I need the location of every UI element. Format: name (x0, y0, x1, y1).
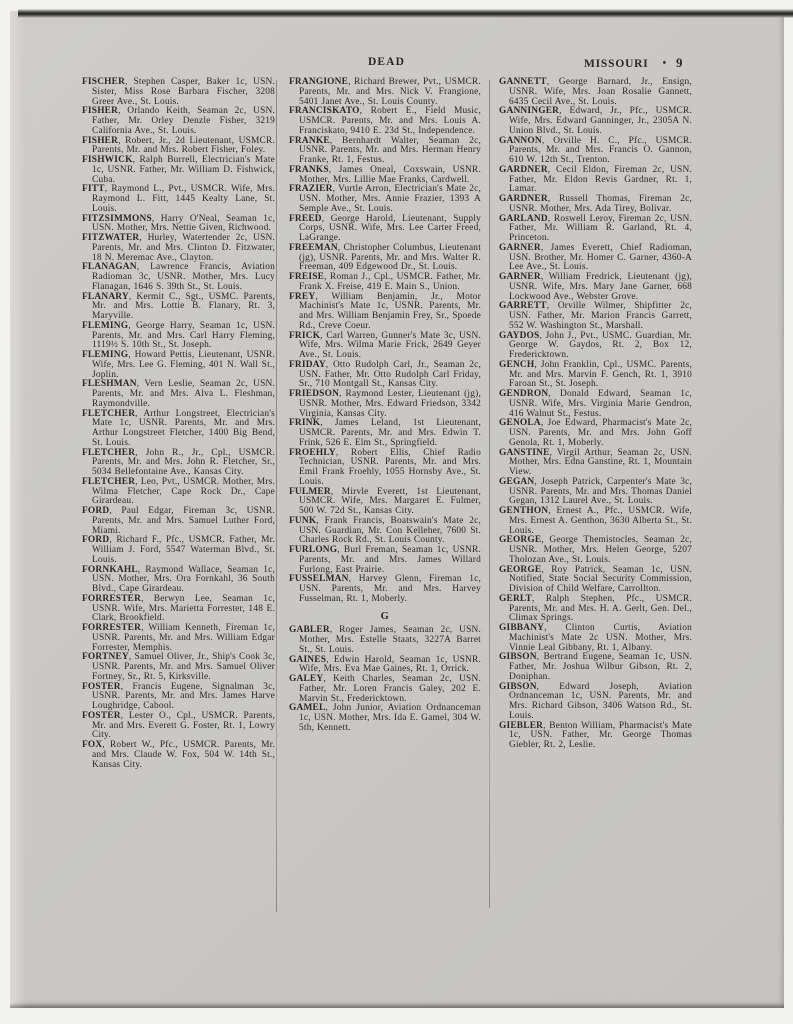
casualty-entry: FRAZIER, Vurtle Arron, Electrician's Mate 2c, USN. Mother, Mrs. Annie Frazier, 1393 A Semple Ave., St. Louis. (289, 184, 481, 214)
bullet-icon: • (662, 58, 668, 69)
page-number: 9 (676, 56, 683, 70)
entry-surname: FORD (82, 535, 110, 546)
entry-surname: GEORGE (499, 564, 542, 575)
casualty-entry: FRANKS, James Oneal, Coxswain, USNR. Mother, Mrs. Lillie Mae Franks, Cardwell. (289, 164, 481, 185)
entry-surname: GIEBLER (499, 720, 544, 731)
entry-surname: FLANARY (82, 291, 129, 302)
entry-surname: FORTNEY (82, 652, 129, 663)
entry-surname: GENOLA (499, 418, 541, 429)
entry-surname: GENCH (499, 359, 535, 370)
casualty-entry: FRANKE, Bernhardt Walter, Seaman 2c, USNR. Parents, Mr. and Mrs. Herman Henry Franke, Rt. 1, Festus. (289, 135, 481, 165)
casualty-entry: FORRESTER, William Kenneth, Fireman 1c, USNR. Parents, Mr. and Mrs. William Edgar Forrester, Memphis. (82, 623, 275, 653)
entry-surname: FREED (289, 213, 322, 224)
casualty-entry: FREY, William Benjamin, Jr., Motor Machinist's Mate 1c, USNR. Parents, Mr. and Mrs. William Benjamin Frey, Sr., Spoede Rd., Creve Coeur. (289, 291, 481, 331)
casualty-entry: GENDRON, Donald Edward, Seaman 1c, USNR. Wife, Mrs. Virginia Marie Gendron, 416 Walnut St., Festus. (499, 389, 692, 419)
entry-surname: FUNK (289, 515, 317, 526)
entry-surname: GIBSON (499, 652, 537, 663)
entry-surname: FLESHMAN (82, 379, 137, 390)
casualty-entry: FLEMING, George Harry, Seaman 1c, USN. Parents, Mr. and Mrs. Carl Harry Fleming, 1119½ S. 10th St., St. Joseph. (82, 320, 275, 351)
casualty-entry: FRANCISKATO, Robert E., Field Music, USMCR. Parents, Mr. and Mrs. Louis A. Franciskato, 9410 E. 23d St., Independence. (289, 106, 481, 136)
entry-surname: FISHER (82, 135, 119, 146)
casualty-entry: GENTHON, Ernest A., Pfc., USMCR. Wife, Mrs. Ernest A. Genthon, 3630 Alberta St., St. Louis. (499, 506, 692, 536)
casualty-entry: FISHER, Orlando Keith, Seaman 2c, USN. Father, Mr. Orley Denzle Fisher, 3219 California Ave., St. Louis. (82, 106, 275, 136)
running-head-state-page (584, 56, 682, 71)
column-1 (82, 78, 275, 770)
casualty-entry: FRICK, Carl Warren, Gunner's Mate 3c, USN. Wife, Mrs. Wilma Marie Frick, 2649 Geyer Ave., St. Louis. (289, 330, 481, 360)
casualty-entry: FISCHER, Stephen Casper, Baker 1c, USN. Sister, Miss Rose Barbara Fischer, 3208 Greer Ave., St. Louis. (82, 77, 275, 107)
entry-surname: GENTHON (499, 506, 549, 516)
casualty-entry: FULMER, Mirvle Everett, 1st Lieutenant, USMCR. Wife, Mrs. Margaret E. Fulmer, 500 W. 72d St., Kansas City. (289, 486, 481, 516)
casualty-entry: FLEMING, Howard Pettis, Lieutenant, USNR. Wife, Mrs. Lee G. Fleming, 401 N. Wall St., Joplin. (82, 350, 275, 380)
casualty-entry: GIBSON, Bertrand Eugene, Seaman 1c, USN. Father, Mr. Joshua Wilbur Gibson, Rt. 2, Doniphan. (499, 652, 692, 682)
casualty-entry: FORD, Richard F., Pfc., USMCR. Father, Mr. William J. Ford, 5547 Waterman Blvd., St. Louis. (82, 535, 275, 565)
casualty-entry: GANNON, Orville H. C., Pfc., USMCR. Parents, Mr. and Mrs. Francis O. Gannon, 610 W. 12th St., Trenton. (499, 135, 692, 165)
entry-surname: GEGAN (499, 476, 535, 487)
casualty-entry: GIEBLER, Benton William, Pharmacist's Mate 1c, USN. Father, Mr. George Thomas Giebler, Rt. 2, Leslie. (499, 720, 692, 750)
casualty-entry: FRIEDSON, Raymond Lester, Lieutenant (jg), USNR. Mother, Mrs. Edward Friedson, 3342 Virginia, Kansas City. (289, 389, 481, 419)
casualty-entry: FLESHMAN, Vern Leslie, Seaman 2c, USN. Parents, Mr. and Mrs. Alva L. Fleshman, Raymondville. (82, 379, 275, 409)
column-3 (499, 78, 692, 751)
entry-surname: FLETCHER (82, 408, 136, 419)
entry-surname: GANNON (499, 135, 542, 146)
casualty-entry: FISHWICK, Ralph Burrell, Electrician's Mate 1c, USNR. Father, Mr. William D. Fishwick, Cuba. (82, 155, 275, 185)
entry-surname: FRIDAY (289, 359, 326, 370)
casualty-entry: GERLT, Ralph Stephen, Pfc., USMCR. Parents, Mr. and Mrs. H. A. Gerlt, Gen. Del., Climax Springs. (499, 593, 692, 624)
casualty-entry: GABLER, Roger James, Seaman 2c, USN. Mother, Mrs. Estelle Staats, 3227A Barret St., St. Louis. (289, 625, 481, 655)
entry-surname: FULMER (289, 486, 331, 497)
entry-surname: GAMEL (289, 703, 326, 714)
entry-surname: FRANGIONE (289, 77, 349, 87)
entry-surname: FORRESTER (82, 593, 142, 604)
entry-surname: GALEY (289, 674, 324, 684)
entry-surname: GAYDOS (499, 330, 540, 341)
page-top-edge (18, 9, 793, 18)
entry-surname: GARDNER (499, 164, 548, 175)
casualty-entry: FLANAGAN, Lawrence Francis, Aviation Radioman 3c, USNR. Mother, Mrs. Lucy Flanagan, 1646 S. 39th St., St. Louis. (82, 262, 275, 292)
entry-surname: GARNER (499, 242, 541, 253)
entry-surname: FITT (82, 184, 105, 195)
column-divider (489, 80, 490, 908)
entry-surname: FRICK (289, 330, 321, 341)
casualty-entry: FRINK, James Leland, 1st Lieutenant, USMCR. Parents, Mr. and Mrs. Edwin T. Frink, 526 E. Elm St., Springfield. (289, 418, 481, 448)
entry-surname: FLEMING (82, 320, 129, 331)
entry-surname: FLETCHER (82, 476, 136, 487)
entry-surname: GANNINGER (499, 106, 560, 117)
running-head-section-title (368, 56, 405, 68)
entry-surname: FITZSIMMONS (82, 213, 152, 224)
casualty-entry: GEGAN, Joseph Patrick, Carpenter's Mate 3c, USNR. Parents, Mr. and Mrs. Thomas Daniel Gegan, 1312 Laurel Ave., St. Louis. (499, 476, 692, 507)
entry-surname: FREEMAN (289, 242, 338, 253)
casualty-entry: FLETCHER, Arthur Longstreet, Electrician's Mate 1c, USNR. Parents, Mr. and Mrs. Arthur Longstreet Fletcher, 1400 Big Bend, St. Louis. (82, 408, 275, 448)
section-heading: G (380, 610, 390, 622)
casualty-entry: FREED, George Harold, Lieutenant, Supply Corps, USNR. Wife, Mrs. Lee Carter Freed, LaGrange. (289, 213, 481, 243)
casualty-entry: FORD, Paul Edgar, Fireman 3c, USNR. Parents, Mr. and Mrs. Samuel Luther Ford, Miami. (82, 506, 275, 536)
entry-surname: FRAZIER (289, 184, 333, 195)
entry-surname: GAINES (289, 654, 327, 665)
casualty-entry: FOSTER, Lester O., Cpl., USMCR. Parents, Mr. and Mrs. Everett G. Foster, Rt. 1, Lowry City. (82, 710, 275, 741)
entry-surname: GENDRON (499, 389, 549, 399)
entry-surname: GARLAND (499, 213, 548, 224)
casualty-entry: GEORGE, George Themistocles, Seaman 2c, USNR. Mother, Mrs. Helen George, 5207 Tholozan Ave., St. Louis. (499, 535, 692, 565)
entry-surname: FRINK (289, 418, 321, 429)
casualty-entry: GENCH, John Franklin, Cpl., USMC. Parents, Mr. and Mrs. Marvin F. Gench, Rt. 1, 3910 Faroan St., St. Joseph. (499, 359, 692, 390)
casualty-entry: FLETCHER, Leo, Pvt., USMCR. Mother, Mrs. Wilma Fletcher, Cape Rock Dr., Cape Girardeau. (82, 476, 275, 507)
entry-surname: GABLER (289, 625, 330, 636)
casualty-entry: GARDNER, Russell Thomas, Fireman 2c, USNR. Mother, Mrs. Ada Tirey, Bolivar. (499, 194, 692, 214)
entry-surname: GERLT (499, 593, 532, 604)
casualty-entry: GENOLA, Joe Edward, Pharmacist's Mate 2c, USN. Parents, Mr. and Mrs. John Goff Genola, Rt. 1, Moberly. (499, 418, 692, 448)
casualty-entry: GAYDOS, John J., Pvt., USMC. Guardian, Mr. George W. Gaydos, Rt. 2, Box 12, Fredericktown. (499, 330, 692, 360)
state-name: MISSOURI (584, 57, 649, 70)
entry-surname: FLANAGAN (82, 262, 137, 273)
entry-surname: FOSTER (82, 710, 121, 721)
entry-surname: FLETCHER (82, 447, 136, 458)
casualty-entry: GARNER, James Everett, Chief Radioman, USN. Brother, Mr. Homer C. Garner, 4360-A Lee Ave., St. Louis. (499, 242, 692, 273)
casualty-entry: FITT, Raymond L., Pvt., USMCR. Wife, Mrs. Raymond L. Fitt, 1445 Kealty Lane, St. Louis. (82, 184, 275, 214)
entry-surname: FRANKS (289, 164, 329, 175)
entry-surname: FISHER (82, 106, 119, 117)
casualty-entry: GIBSON, Edward Joseph, Aviation Ordnanceman 1c, USN. Parents, Mr. and Mrs. Richard Gibson, 3406 Watson Rd., St. Louis. (499, 681, 692, 721)
entry-surname: FRANKE (289, 135, 330, 146)
casualty-entry: GANNINGER, Edward, Jr., Pfc., USMCR. Wife, Mrs. Edward Ganninger, Jr., 2305A N. Union Blvd., St. Louis. (499, 106, 692, 136)
entry-surname: GEORGE (499, 535, 542, 546)
casualty-entry: FROEHLY, Robert Ellis, Chief Radio Technician, USNR. Parents, Mr. and Mrs. Emil Frank Froehly, 1055 Hornsby Ave., St. Louis. (289, 447, 481, 487)
entry-surname: GARNER (499, 272, 541, 282)
casualty-entry: GARNER, William Fredrick, Lieutenant (jg), USNR. Wife, Mrs. Mary Jane Garner, 668 Lockwood Ave., Webster Grove. (499, 272, 692, 302)
entry-surname: FURLONG (289, 545, 338, 555)
entry-surname: FREISE (289, 272, 325, 282)
casualty-entry: GIBBANY, Clinton Curtis, Aviation Machinist's Mate 2c USN. Mother, Mrs. Vinnie Leal Gibbany, Rt. 1, Albany. (499, 623, 692, 653)
casualty-entry: FREISE, Roman J., Cpl., USMCR. Father, Mr. Frank X. Freise, 419 E. Main S., Union. (289, 272, 481, 292)
entry-surname: GARRETT (499, 301, 547, 312)
casualty-entry: FLANARY, Kermit C., Sgt., USMC. Parents, Mr. and Mrs. Lottie B. Flanary, Rt. 3, Maryville. (82, 291, 275, 321)
entry-surname: FISHWICK (82, 155, 133, 165)
casualty-entry: GEORGE, Roy Patrick, Seaman 1c, USN. Notified, State Social Security Commission, Division of Child Welfare, Carrollton. (499, 564, 692, 594)
entry-surname: FRIEDSON (289, 389, 340, 399)
casualty-entry: FORRESTER, Berwyn Lee, Seaman 1c, USNR. Wife, Mrs. Marietta Forrester, 148 E. Clark, Brookfield. (82, 593, 275, 624)
casualty-entry: GANSTINE, Virgil Arthur, Seaman 2c, USN. Mother, Mrs. Edna Ganstine, Rt. 1, Mountain View. (499, 447, 692, 477)
entry-surname: FORD (82, 506, 110, 516)
casualty-entry: FITZWATER, Hurley, Watertender 2c, USN. Parents, Mr. and Mrs. Clinton D. Fitzwater, 18 N. Meremac Ave., Clayton. (82, 233, 275, 263)
entry-surname: GIBSON (499, 681, 537, 692)
entry-surname: FOSTER (82, 681, 121, 692)
casualty-entry: FITZSIMMONS, Harry O'Neal, Seaman 1c, USN. Mother, Mrs. Nettie Given, Richwood. (82, 213, 275, 234)
casualty-entry: GARRETT, Orville Wilmer, Shipfitter 2c, USN. Father, Mr. Marion Francis Garrett, 552 W. Washington St., Marshall. (499, 301, 692, 331)
casualty-entry: GAMEL, John Junior, Aviation Ordnanceman 1c, USN. Mother, Mrs. Ida E. Gamel, 304 W. 5th, Kennett. (289, 703, 481, 733)
entry-surname: GANSTINE (499, 447, 550, 458)
entry-surname: FORNKAHL (82, 564, 138, 575)
entry-surname: FUSSELMAN (289, 574, 349, 585)
casualty-entry: GAINES, Edwin Harold, Seaman 1c, USNR. Wife, Mrs. Eva Mae Gaines, Rt. 1, Orrick. (289, 654, 481, 675)
casualty-entry: FOX, Robert W., Pfc., USMCR. Parents, Mr. and Mrs. Claude W. Fox, 504 W. 14th St., Kansas City. (82, 740, 275, 770)
casualty-entry: GANNETT, George Barnard, Jr., Ensign, USNR. Wife, Mrs. Joan Rosalie Gannett, 6435 Cecil Ave., St. Louis. (499, 77, 692, 107)
entry-surname: FREY (289, 291, 316, 302)
entry-surname: FOX (82, 740, 103, 750)
casualty-entry: FUSSELMAN, Harvey Glenn, Fireman 1c, USN. Parents, Mr. and Mrs. Harvey Fusselman, Rt. 1, Moberly. (289, 574, 481, 604)
casualty-entry: FORNKAHL, Raymond Wallace, Seaman 1c, USN. Mother, Mrs. Ora Fornkahl, 36 South Blvd., Cape Girardeau. (82, 564, 275, 594)
column-divider (276, 80, 277, 912)
entry-surname: FISCHER (82, 77, 126, 87)
casualty-entry: GARLAND, Roswell Leroy, Fireman 2c, USN. Father, Mr. William R. Garland, Rt. 4, Princeton. (499, 213, 692, 243)
casualty-entry: FISHER, Robert, Jr., 2d Lieutenant, USMCR. Parents, Mr. and Mrs. Robert Fisher, Foley. (82, 135, 275, 156)
entry-surname: FLEMING (82, 350, 129, 360)
entry-surname: GARDNER (499, 194, 548, 204)
casualty-entry: FLETCHER, John R., Jr., Cpl., USMCR. Parents, Mr. and Mrs. John R. Fletcher, Sr., 5034 Bellefontaine Ave., Kansas City. (82, 447, 275, 477)
entry-surname: FROEHLY (289, 447, 336, 458)
casualty-entry: FUNK, Frank Francis, Boatswain's Mate 2c, USN. Guardian, Mr. Con Kelleher, 7600 St. Charles Rock Rd., St. Louis County. (289, 515, 481, 546)
section-title-text: DEAD (368, 56, 405, 68)
casualty-entry: FRANGIONE, Richard Brewer, Pvt., USMCR. Parents, Mr. and Mrs. Nick V. Frangione, 5401 Janet Ave., St. Louis County. (289, 77, 481, 107)
column-2 (289, 78, 481, 734)
entry-surname: GANNETT (499, 77, 547, 87)
casualty-entry: FRIDAY, Otto Rudolph Carl, Jr., Seaman 2c, USN. Father, Mr. Otto Rudolph Carl Friday, Sr., 710 Montgall St., Kansas City. (289, 359, 481, 390)
entry-surname: FORRESTER (82, 623, 142, 633)
casualty-entry: FORTNEY, Samuel Oliver, Jr., Ship's Cook 3c, USNR. Parents, Mr. and Mrs. Samuel Oliver Fortney, Sr., Rt. 5, Kirksville. (82, 652, 275, 682)
casualty-entry: GARDNER, Cecil Eldon, Fireman 2c, USN. Father, Mr. Eldon Revis Gardner, Rt. 1, Lamar. (499, 164, 692, 195)
casualty-entry: FREEMAN, Christopher Columbus, Lieutenant (jg), USNR. Parents, Mr. and Mrs. Walter R. Freeman, 409 Edgewood Dr., St. Louis. (289, 242, 481, 273)
casualty-entry: FOSTER, Francis Eugene, Signalman 3c, USNR. Parents, Mr. and Mrs. James Harve Loughridge, Cabool. (82, 681, 275, 711)
entry-surname: FRANCISKATO (289, 106, 360, 117)
casualty-entry: GALEY, Keith Charles, Seaman 2c, USN. Father, Mr. Loren Francis Galey, 202 E. Marvin St., Fredericktown. (289, 674, 481, 704)
entry-surname: FITZWATER (82, 233, 140, 243)
entry-surname: GIBBANY (499, 623, 545, 633)
casualty-entry: FURLONG, Burl Freman, Seaman 1c, USNR. Parents, Mr. and Mrs. James Willard Furlong, East Prairie. (289, 545, 481, 575)
